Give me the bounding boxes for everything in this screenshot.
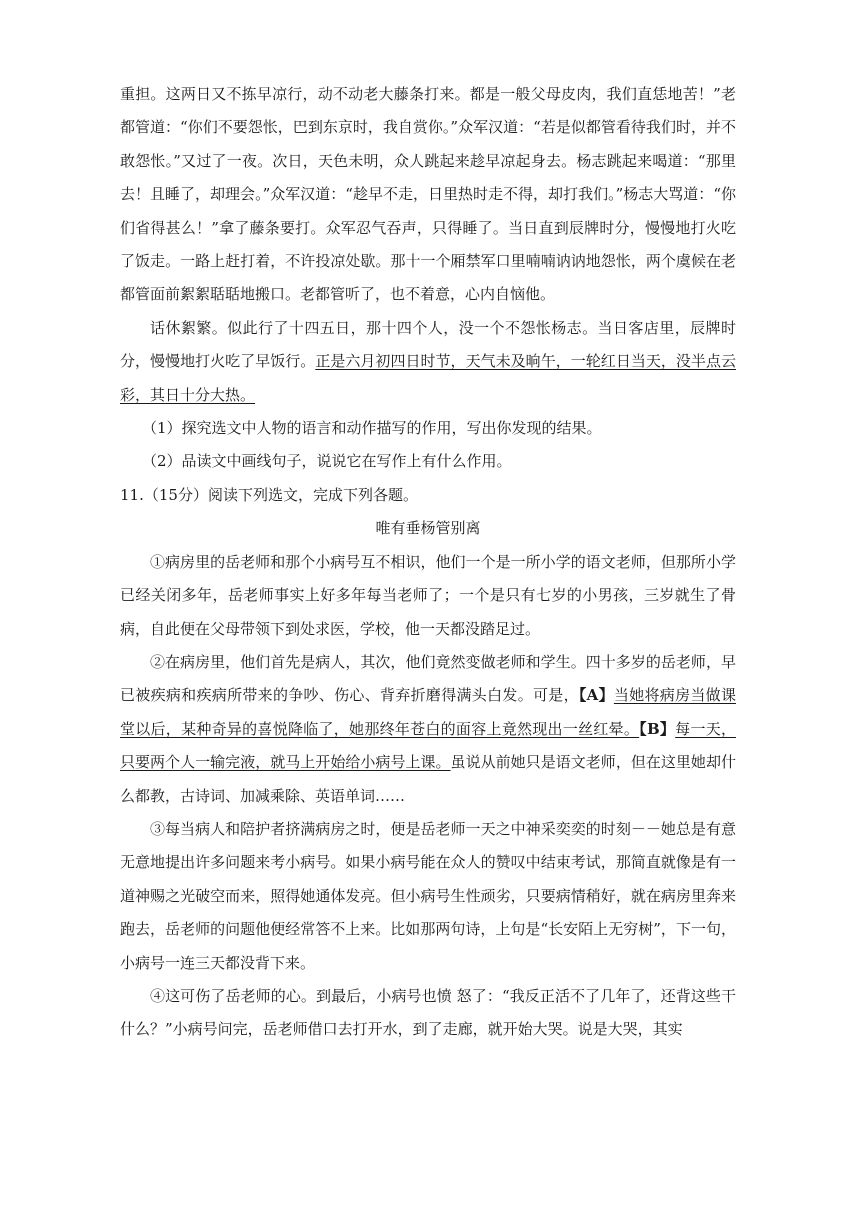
passage-title: 唯有垂杨管别离 [375,519,481,538]
question-11-header: 11.（15分）阅读下列选文，完成下列各题。 [120,485,418,504]
passage1-paragraph-2 [120,312,736,412]
passage2-paragraph-3: ③每当病人和陪护者挤满病房之时，便是岳老师一天之中神采奕奕的时刻－－她总是有意无意地提出许多问题来考小病号。如果小病号能在众人的赞叹中结束考试，那简直就像是有一道神赐之光破空而来，照得她通体发亮。但小病号生性顽劣，只要病情稍好，就在病房里奔来跑去，岳老师的问题他便经常答不上来。比如那两句诗，上句是“长安陌上无穷树”，下一句，小病号一连三天都没背下来。 [120,819,736,972]
document-body [120,78,736,1047]
passage1-paragraph-1: 重担。这两日又不拣早凉行，动不动老大藤条打来。都是一般父母皮肉，我们直恁地苦！”老都管道：“你们不要怨怅，巴到东京时，我自赏你。”众军汉道：“若是似都管看待我们时，并不敢怨怅。”又过了一夜。次日，天色未明，众人跳起来趁早凉起身去。杨志跳起来喝道：“那里去！且睡了，却理会。”众军汉道：“趁早不走，日里热时走不得，却打我们。”杨志大骂道：“你们省得甚么！”拿了藤条要打。众军忍气吞声，只得睡了。当日直到辰牌时分，慢慢地打火吃了饭走。一路上赶打着，不许投凉处歇。那十一个厢禁军口里喃喃讷讷地怨怅，两个虞候在老都管面前絮絮聒聒地搬口。老都管听了，也不着意，心内自恼他。 [120,85,736,304]
passage2-paragraph-2-text: ②在病房里，他们首先是病人，其次，他们竟然变做老师和学生。四十多岁的岳老师，早已被疾病和疾病所带来的争吵、伤心、背弃折磨得满头白发。可是， [120,652,736,705]
passage1-underlined-sentence: 正是六月初四日时节，天气未及晌午，一轮红日当天，没半点云彩，其日十分大热。 [120,352,736,404]
underlined-sentence-b: 每一天，只要两个人一输完液，就马上开始给小病号上课。 [120,719,736,772]
question-10-sub-2: （2）品读文中画线句子，说说它在写作上有什么作用。 [142,452,512,471]
passage1-paragraph-2-text: 话休絮繁。似此行了十四五日，那十四个人，没一个不怨怅杨志。当日客店里，辰牌时分，慢慢地打火吃了早饭行。 [120,318,736,371]
passage2-paragraph-4: ④这可伤了岳老师的心。到最后，小病号也愤 怒了：“我反正活不了几年了，还背这些干什么？”小病号问完，岳老师借口去打开水，到了走廊，就开始大哭。说是大哭，其实 [120,986,736,1039]
passage2-paragraph-2-tail: 虽说从前她只是语文老师，但在这里她却什么都教，古诗词、加减乘除、英语单词…… [120,753,736,805]
passage2-paragraph-2 [120,646,736,813]
marker-a: 【A】 [578,686,614,705]
underlined-sentence-a: 当她将病房当做课堂以后，某种奇异的喜悦降临了，她那终年苍白的面容上竟然现出一丝红晕。 [120,686,736,738]
question-10-sub-1: （1）探究选文中人物的语言和动作描写的作用，写出你发现的结果。 [142,419,602,438]
marker-b: 【B】 [639,719,676,738]
passage2-paragraph-1: ①病房里的岳老师和那个小病号互不相识，他们一个是一所小学的语文老师，但那所小学已经关闭多年，岳老师事实上好多年每当老师了；一个是只有七岁的小男孩，三岁就生了骨病，自此便在父母带领下到处求医，学校，他一天都没踏足过。 [120,552,736,638]
